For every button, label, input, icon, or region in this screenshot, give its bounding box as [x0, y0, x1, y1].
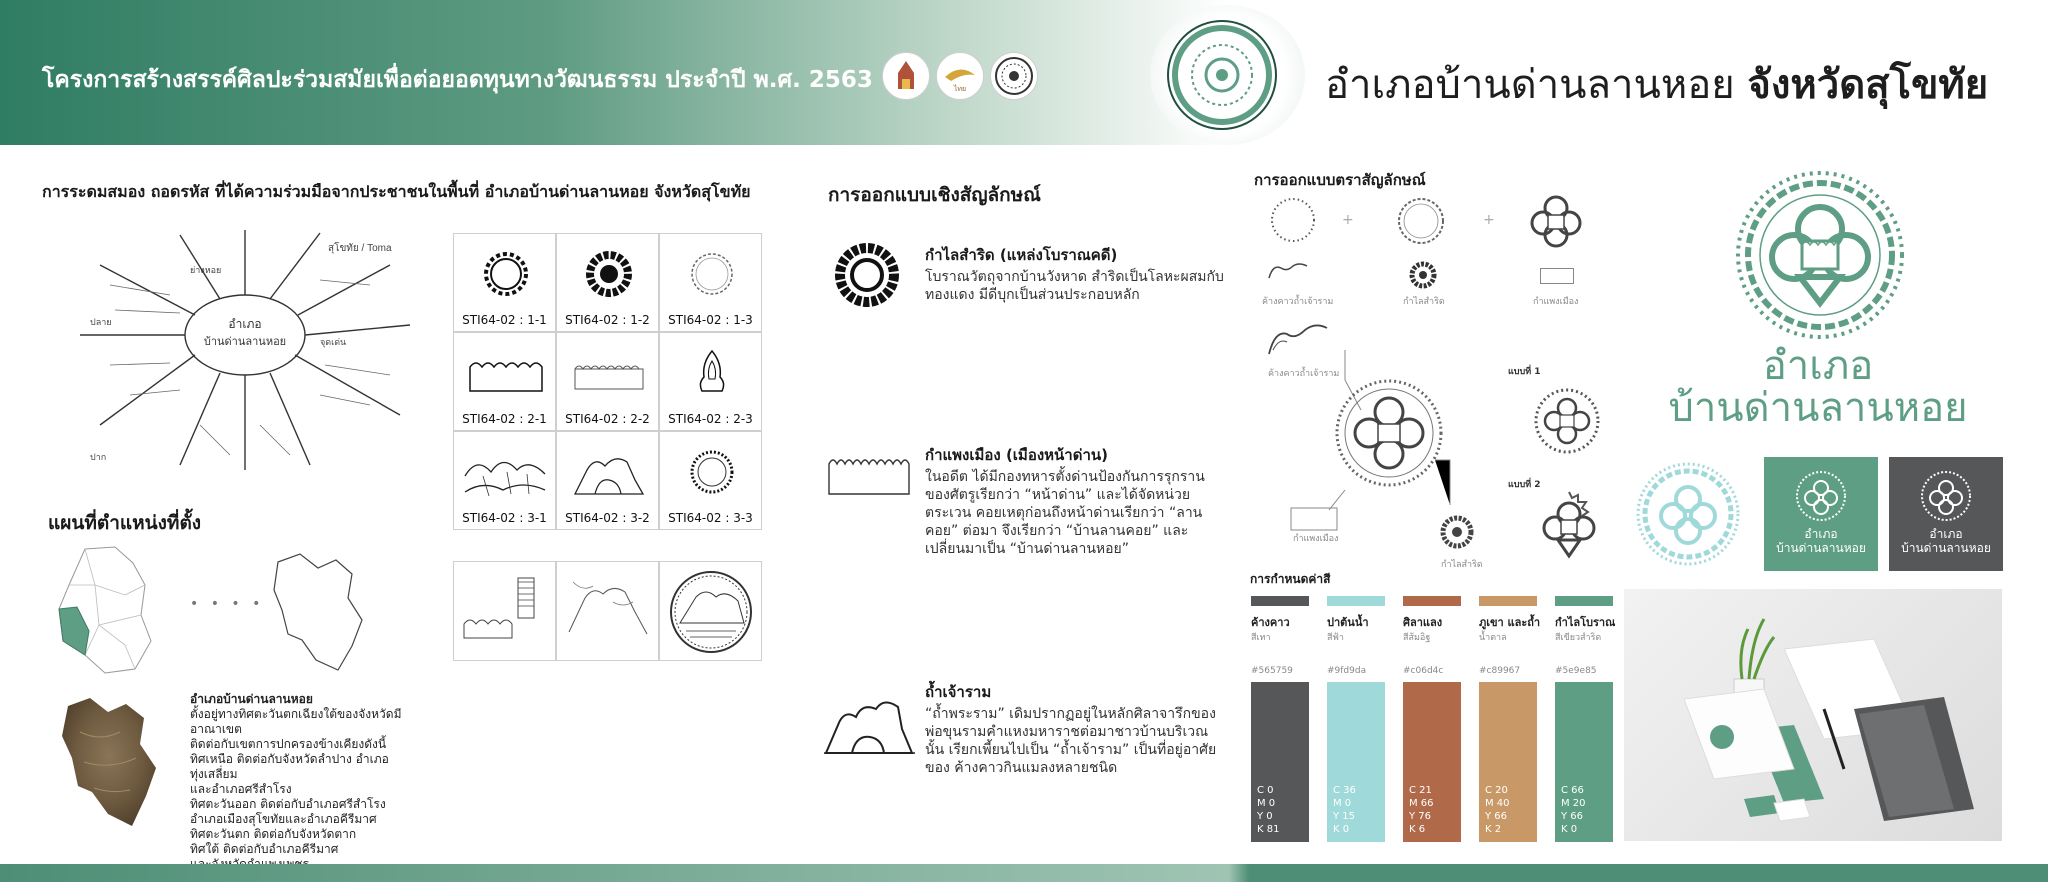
symbol-desc-city-wall: ในอดีต ได้มีกองทหารตั้งด่านป้องกันการรุกราน ของศัตรูเรียกว่า “หน้าด่าน” และได้จัดหน่วยตระเวน คอยเหตุก่อนถึงหน้าด่านเรียกว่า “ลานคอย” ต่อมา จึงเรียกว่า “บ้านลานคอย” และเปลี่ยนมาเป็น “บ้านด่านลานหอย” — [925, 469, 1205, 557]
plus-sign: + — [1342, 212, 1354, 228]
symbolic-design-title: การออกแบบเชิงสัญลักษณ์ — [828, 184, 1041, 206]
wordmark-line2: บ้านด่านลานหอย — [1668, 386, 1968, 430]
symbol-desc-cave: “ถ้ำพระราม” เดิมปรากฏอยู่ในหลักศิลาจารึกของ พ่อขุนรามคำแหงมหาราชต่อมาชาวบ้านบริเวณนั้น เรียกเพี้ยนไปเป็น “ถ้ำเจ้าราม” เป็นที่อยู่อาศัยของ ค้างคาวกินแมลงหลายชนิด — [925, 706, 1217, 776]
district-info — [190, 692, 435, 872]
sketch-cell — [556, 233, 659, 332]
sketch-caption: STI64-02 : 3-2 — [565, 511, 650, 525]
cmyk-values: C 66 M 20 Y 66 K 0 — [1561, 785, 1586, 835]
sketch-photo — [556, 561, 659, 661]
district-info-line: ทิศใต้ ติดต่อกับอำเภอคีรีมาศ — [190, 842, 339, 856]
logo-part-label: กำแพงเมือง — [1293, 534, 1339, 544]
sketch-caption: STI64-02 : 3-3 — [668, 511, 753, 525]
university-seal-icon — [990, 52, 1038, 100]
sketch-cell — [453, 431, 556, 530]
ministry-logo-icon — [936, 52, 984, 100]
logo-part-label: กำแพงเมือง — [1533, 297, 1579, 307]
final-logo-emblem — [1730, 165, 1910, 345]
swatch-sub: สีฟ้า — [1327, 633, 1344, 643]
tile-text-line2: บ้านด่านลานหอย — [1776, 541, 1866, 555]
district-info-line: ตั้งอยู่ทางทิศตะวันตกเฉียงใต้ของจังหวัดมีอาณาเขต — [190, 707, 402, 736]
cmyk-values: C 0 M 0 Y 0 K 81 — [1257, 785, 1280, 835]
swatch-hex: #565759 — [1251, 666, 1293, 676]
small-wall-icon — [1540, 268, 1574, 284]
district-info-line: อำเภอเมืองสุโขทัยและอำเภอคีรีมาศ — [190, 812, 377, 826]
sketch-note: ปลาย — [90, 317, 112, 327]
logo-part-label: กำไลสำริด — [1403, 297, 1445, 307]
sketch-cell — [659, 332, 762, 431]
sketch-cell — [659, 233, 762, 332]
final-logo-wordmark — [1668, 345, 1968, 429]
cmyk-values: C 21 M 66 Y 76 K 6 — [1409, 785, 1434, 835]
project-title: โครงการสร้างสรรค์ศิลปะร่วมสมัยเพื่อต่อยอดทุนทางวัฒนธรรม ประจำปี พ.ศ. 2563 — [42, 67, 873, 93]
logo-part-label: ค้างคาวถ้ำเจ้าราม — [1262, 297, 1334, 307]
swatch-bar — [1555, 682, 1613, 842]
logo-tile-grey — [1889, 457, 2003, 571]
sketch-caption: STI64-02 : 2-2 — [565, 412, 650, 426]
sketch-grid — [453, 233, 762, 530]
wordmark-line1: อำเภอ — [1762, 344, 1874, 388]
temple-logo-icon — [882, 52, 930, 100]
sketch-caption: STI64-02 : 2-1 — [462, 412, 547, 426]
district-info-line: ติดต่อกับเขตการปกครองข้างเคียงดังนี้ — [190, 737, 387, 751]
logo-lightblue-variant — [1634, 459, 1742, 569]
swatch-strip — [1479, 596, 1537, 606]
stationery-mockup — [1624, 589, 2002, 841]
symbol-title-bracelet: กำไลสำริด (แหล่งโบราณคดี) — [925, 246, 1118, 264]
header-emblem — [1150, 5, 1305, 145]
district-terrain-map — [60, 692, 165, 832]
logo-tile-green — [1764, 457, 1878, 571]
sketch-note: ปาก — [90, 452, 107, 462]
swatch-sub: สีเขียวสำริด — [1555, 633, 1602, 643]
swatch-name: ค้างคาว — [1251, 616, 1290, 629]
map-title: แผนที่ตำแหน่งที่ตั้ง — [48, 512, 202, 534]
sketch-cell — [453, 332, 556, 431]
logo-variant-1 — [1532, 386, 1602, 456]
district-info-title: อำเภอบ้านด่านลานหอย — [190, 692, 313, 706]
sketch-note: ย่างหอย — [190, 265, 222, 275]
plus-sign: + — [1483, 212, 1495, 228]
sketch-photo — [453, 561, 556, 661]
brainstorm-title: การระดมสมอง ถอดรหัส ที่ได้ความร่วมมือจากประชาชนในพื้นที่ อำเภอบ้านด่านลานหอย จังหวัดสุโขทัย — [42, 182, 751, 201]
district-map — [272, 550, 367, 675]
thai-logo-text: ไทย — [953, 85, 967, 93]
swatch-sub: สีส้มอิฐ — [1403, 633, 1431, 643]
sketch-center-line2: บ้านด่านลานหอย — [203, 336, 287, 348]
dotted-ring-icon — [1268, 195, 1318, 245]
district-title: อำเภอบ้านด่านลานหอย จังหวัดสุโขทัย — [1325, 62, 1989, 108]
cmyk-values: C 36 M 0 Y 15 K 0 — [1333, 785, 1356, 835]
sketch-photo — [659, 561, 762, 661]
swatch-name: ศิลาแลง — [1403, 616, 1443, 629]
swatch-name: ปาต้นน้ำ — [1327, 616, 1369, 629]
footer-bar — [0, 864, 2048, 882]
tile-text-line2: บ้านด่านลานหอย — [1901, 541, 1991, 555]
swatch-sub: น้ำตาล — [1479, 633, 1507, 643]
sketch-caption: STI64-02 : 1-1 — [462, 313, 547, 327]
variant-1-label: แบบที่ 1 — [1508, 367, 1541, 377]
symbol-title-cave: ถ้ำเจ้าราม — [925, 683, 992, 701]
symbol-title-city-wall: กำแพงเมือง (เมืองหน้าด่าน) — [925, 446, 1108, 464]
cave-icon — [822, 695, 917, 760]
logo-part-label: กำไลสำริด — [1441, 560, 1483, 570]
sketch-cell — [556, 431, 659, 530]
cmyk-values: C 20 M 40 Y 66 K 2 — [1485, 785, 1510, 835]
sketch-note: สุโขทัย / Toma — [328, 243, 392, 254]
variant-2-label: แบบที่ 2 — [1508, 480, 1541, 490]
sketch-photo-strip — [453, 561, 762, 661]
tile-text-line1: อำเภอ — [1804, 527, 1838, 541]
sketch-caption: STI64-02 : 1-3 — [668, 313, 753, 327]
brainstorm-sketch — [70, 225, 420, 475]
sketch-caption: STI64-02 : 3-1 — [462, 511, 547, 525]
sketch-caption: STI64-02 : 2-3 — [668, 412, 753, 426]
swatch-hex: #9fd9da — [1327, 666, 1367, 676]
district-info-line: ทิศตะวันออก ติดต่อกับอำเภอศรีสำโรง — [190, 797, 386, 811]
map-connector-dots: • • • • — [190, 596, 265, 612]
sketch-note: จุดเด่น — [320, 337, 347, 347]
small-bracelet-icon — [1408, 260, 1438, 290]
logo-part-label: ค้างคาวถ้ำเจ้าราม — [1268, 369, 1340, 379]
swatch-strip — [1403, 596, 1461, 606]
swatch-name: ภูเขา และถ้ำ — [1479, 616, 1541, 629]
sketch-cell — [453, 233, 556, 332]
logo-variant-2 — [1536, 490, 1602, 560]
swatch-bar — [1403, 682, 1461, 842]
sketch-caption: STI64-02 : 1-2 — [565, 313, 650, 327]
sketch-cell — [556, 332, 659, 431]
swatch-hex: #c06d4c — [1403, 666, 1444, 676]
bat-line-icon — [1265, 258, 1311, 284]
lotus-ring-icon — [1395, 195, 1447, 247]
district-info-line: ทิศตะวันตก ติดต่อกับจังหวัดตาก — [190, 827, 357, 841]
sketch-center-line1: อำเภอ — [228, 317, 262, 331]
swatch-bar — [1251, 682, 1309, 842]
tile-text-line1: อำเภอ — [1929, 527, 1963, 541]
swatch-hex: #c89967 — [1479, 666, 1521, 676]
symbol-desc-bracelet: โบราณวัตถุจากบ้านวังหาด สำริดเป็นโลหะผสมกับ ทองแดง มีดีบุกเป็นส่วนประกอบหลัก — [925, 269, 1224, 303]
swatch-strip — [1251, 596, 1309, 606]
color-spec-title: การกำหนดค่าสี — [1250, 572, 1331, 586]
city-wall-icon — [825, 450, 913, 500]
swatch-bar — [1327, 682, 1385, 842]
clover-emblem-icon — [1528, 193, 1584, 249]
district-info-line: และอำเภอศรีสำโรง — [190, 782, 292, 796]
sketch-cell — [659, 431, 762, 530]
swatch-strip — [1555, 596, 1613, 606]
bracelet-icon — [832, 240, 902, 310]
swatch-name: กำไลโบราณ — [1555, 616, 1616, 629]
swatch-bar — [1479, 682, 1537, 842]
province-map — [55, 545, 155, 675]
swatch-strip — [1327, 596, 1385, 606]
logo-design-title: การออกแบบตราสัญลักษณ์ — [1254, 171, 1426, 189]
swatch-hex: #5e9e85 — [1555, 666, 1597, 676]
district-info-line: ทิศเหนือ ติดต่อกับจังหวัดลำปาง อำเภอทุ่งเสลี่ยม — [190, 752, 389, 781]
swatch-sub: สีเทา — [1251, 633, 1271, 643]
